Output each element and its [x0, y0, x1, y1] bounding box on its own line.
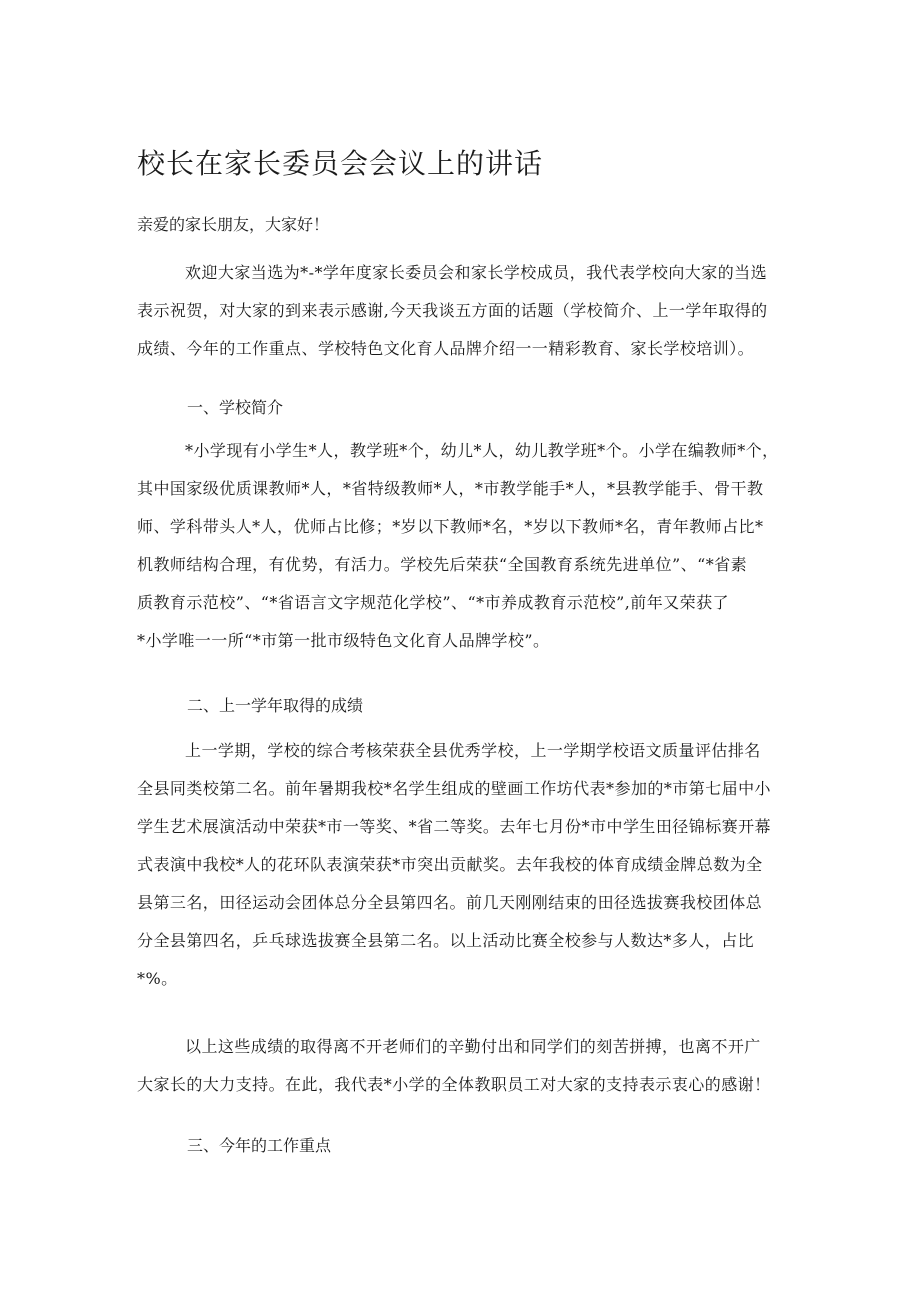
paragraph-line: 式表演中我校*人的花环队表演荣获*市突出贡献奖。去年我校的体育成绩金牌总数为全: [137, 855, 763, 874]
achievements-paragraph: [137, 736, 771, 1002]
paragraph-line: 欢迎大家当选为*-*学年度家长委员会和家长学校成员，我代表学校向大家的当选: [185, 263, 768, 282]
greeting: 亲爱的家长朋友，大家好！: [137, 215, 330, 234]
paragraph-line: 上一学期，学校的综合考核荣获全县优秀学校，上一学期学校语文质量评估排名: [185, 741, 761, 760]
paragraph-line: 成绩、今年的工作重点、学校特色文化育人品牌介绍一一精彩教育、家长学校培训）。: [137, 339, 755, 358]
school-intro-paragraph: [137, 436, 779, 664]
intro-paragraph: [137, 258, 768, 372]
paragraph-line: *%。: [137, 969, 178, 988]
paragraph-line: *小学唯一一所“*市第一批市级特色文化育人品牌学校”。: [137, 631, 550, 650]
paragraph-line: 大家长的大力支持。在此，我代表*小学的全体教职员工对大家的支持表示衷心的感谢！: [137, 1075, 771, 1094]
paragraph-line: 机教师结构合理，有优势，有活力。学校先后荣获“全国教育系统先进单位”、“*省素: [137, 555, 748, 574]
paragraph-line: 质教育示范校”、“*省语言文字规范化学校”、“*市养成教育示范校”,前年又荣获了: [137, 593, 729, 612]
paragraph-line: 以上这些成绩的取得离不开老师们的辛勤付出和同学们的刻苦拼搏，也离不开广: [185, 1037, 761, 1056]
paragraph-line: 师、学科带头人*人，优师占比修；*岁以下教师*名，*岁以下教师*名，青年教师占比*: [137, 517, 764, 536]
section-heading-work-focus: 三、今年的工作重点: [187, 1136, 332, 1155]
paragraph-line: 分全县第四名，乒乓球选拔赛全县第二名。以上活动比赛全校参与人数达*多人，占比: [137, 931, 755, 950]
paragraph-line: 县第三名，田径运动会团体总分全县第四名。前几天刚刚结束的田径选拔赛我校团体总: [137, 893, 763, 912]
paragraph-line: 表示祝贺，对大家的到来表示感谢,今天我谈五方面的话题（学校简介、上一学年取得的: [137, 301, 768, 320]
paragraph-line: 其中国家级优质课教师*人，*省特级教师*人，*市教学能手*人，*县教学能手、骨干教: [137, 479, 764, 498]
section-heading-achievements: 二、上一学年取得的成绩: [187, 696, 364, 715]
thanks-paragraph: [137, 1032, 771, 1108]
document-title: 校长在家长委员会会议上的讲话: [137, 147, 544, 180]
section-heading-school-intro: 一、学校简介: [187, 398, 284, 417]
paragraph-line: 全县同类校第二名。前年暑期我校*名学生组成的壁画工作坊代表*参加的*市第七届中小: [137, 779, 772, 798]
paragraph-line: 学生艺术展演活动中荣获*市一等奖、*省二等奖。去年七月份*市中学生田径锦标赛开幕: [137, 817, 772, 836]
paragraph-line: *小学现有小学生*人，教学班*个，幼儿*人，幼儿教学班*个。小学在编教师*个，: [185, 441, 779, 460]
